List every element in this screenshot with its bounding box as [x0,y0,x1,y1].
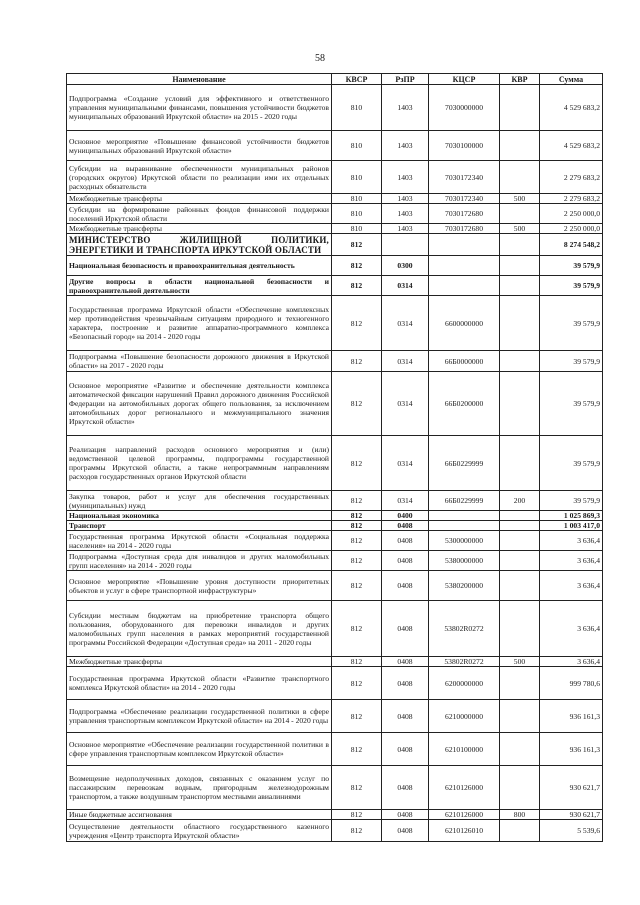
header-sum: Сумма [540,74,603,85]
row-kvr [500,372,540,436]
row-name: Государственная программа Иркутской области «Обеспечение комплексных мер противодействия чрезвычайным ситуациям природного и техногенного характера, построение и развитие аппаратно-программного комплекса «Безопасный город» на 2014 - 2020 годы [67,296,332,351]
row-rzpr: 0408 [382,531,429,551]
row-rzpr: 1403 [382,161,429,194]
table-row [67,531,603,551]
row-kvsr: 812 [332,436,382,491]
table-row [67,194,603,204]
table-row [67,521,603,531]
row-rzpr: 0314 [382,276,429,296]
row-rzpr: 0314 [382,351,429,372]
row-kvr: 500 [500,657,540,667]
row-kvsr: 810 [332,131,382,161]
row-sum: 39 579,9 [540,276,603,296]
row-rzpr: 1403 [382,131,429,161]
row-name: Подпрограмма «Доступная среда для инвалидов и других маломобильных групп населения» на 2014 - 2020 годы [67,551,332,571]
row-sum: 4 529 683,2 [540,131,603,161]
row-rzpr: 0314 [382,372,429,436]
row-kcsr: 6600000000 [429,296,500,351]
row-kvsr: 812 [332,733,382,766]
row-kcsr [429,276,500,296]
row-kvr [500,161,540,194]
row-kvr [500,521,540,531]
row-sum: 39 579,9 [540,256,603,276]
row-name: Национальная безопасность и правоохранительная деятельность [67,256,332,276]
row-name: Подпрограмма «Создание условий для эффективного и ответственного управления муниципальными финансами, повышения устойчивости бюджетов муниципальных образований Иркутской области» на 2015 - 2020 годы [67,85,332,131]
row-kvr [500,131,540,161]
row-sum: 3 636,4 [540,657,603,667]
row-kvr [500,511,540,521]
row-rzpr: 1403 [382,85,429,131]
row-kcsr: 6210126000 [429,810,500,820]
row-kvr [500,85,540,131]
row-rzpr: 0408 [382,571,429,601]
row-kcsr: 66Б0000000 [429,351,500,372]
header-kvsr: КВСР [332,74,382,85]
row-sum: 39 579,9 [540,351,603,372]
row-name: Закупка товаров, работ и услуг для обеспечения государственных (муниципальных) нужд [67,491,332,511]
row-name: МИНИСТЕРСТВО ЖИЛИЩНОЙ ПОЛИТИКИ, ЭНЕРГЕТИКИ И ТРАНСПОРТА ИРКУТСКОЙ ОБЛАСТИ [67,234,332,256]
row-name: Возмещение недополученных доходов, связанных с оказанием услуг по пассажирским перевозкам водным, пригородным железнодорожным транспортом, а также воздушным транспортом местными авиалиниями [67,766,332,810]
row-rzpr: 0408 [382,657,429,667]
row-rzpr: 0408 [382,810,429,820]
row-kvr [500,733,540,766]
row-kcsr: 6210000000 [429,700,500,733]
row-kvr: 800 [500,810,540,820]
row-kvr [500,700,540,733]
table-row [67,256,603,276]
table-row [67,131,603,161]
row-kvsr: 810 [332,224,382,234]
row-rzpr: 0408 [382,551,429,571]
header-name: Наименование [67,74,332,85]
row-rzpr: 0408 [382,766,429,810]
row-name: Подпрограмма «Повышение безопасности дорожного движения в Иркутской области» на 2017 - 2020 годы [67,351,332,372]
row-kvsr: 812 [332,351,382,372]
row-kvsr: 812 [332,372,382,436]
row-sum: 3 636,4 [540,531,603,551]
table-row [67,204,603,224]
row-kcsr: 7030172680 [429,204,500,224]
row-sum: 930 621,7 [540,810,603,820]
row-kvsr: 812 [332,234,382,256]
row-kvsr: 810 [332,194,382,204]
row-rzpr: 0314 [382,436,429,491]
table-row [67,234,603,256]
row-sum: 3 636,4 [540,571,603,601]
row-kvsr: 812 [332,571,382,601]
table-row [67,491,603,511]
row-rzpr: 0400 [382,511,429,521]
row-name: Другие вопросы в области национальной безопасности и правоохранительной деятельности [67,276,332,296]
row-rzpr: 0408 [382,733,429,766]
row-sum: 39 579,9 [540,372,603,436]
table-row [67,551,603,571]
row-kvsr: 812 [332,820,382,842]
row-kvsr: 812 [332,531,382,551]
row-rzpr: 1403 [382,194,429,204]
row-rzpr: 0408 [382,700,429,733]
row-rzpr: 1403 [382,204,429,224]
table-row [67,372,603,436]
table-body [67,85,603,842]
row-kcsr: 5380200000 [429,571,500,601]
table-header-row [67,74,603,85]
header-rzpr: РзПР [382,74,429,85]
row-kcsr: 6210100000 [429,733,500,766]
row-name: Основное мероприятие «Повышение уровня доступности приоритетных объектов и услуг в сфере транспортной инфраструктуры» [67,571,332,601]
row-kvsr: 812 [332,601,382,657]
table-row [67,667,603,700]
row-kcsr: 53802R0272 [429,657,500,667]
row-kvsr: 810 [332,85,382,131]
row-name: Межбюджетные трансферты [67,657,332,667]
row-name: Межбюджетные трансферты [67,224,332,234]
row-sum: 1 003 417,0 [540,521,603,531]
row-kcsr: 7030172680 [429,224,500,234]
row-sum: 936 161,3 [540,733,603,766]
table-row [67,161,603,194]
row-kvsr: 812 [332,766,382,810]
row-name: Субсидии местным бюджетам на приобретение транспорта общего пользования, оборудованного для перевозки инвалидов и других маломобильных групп населения в рамках мероприятий государственной программы Российской Федерации «Доступная среда» на 2011 - 2020 годы [67,601,332,657]
row-sum: 39 579,9 [540,491,603,511]
row-kvsr: 812 [332,657,382,667]
header-kcsr: КЦСР [429,74,500,85]
row-kvr [500,820,540,842]
row-name: Основное мероприятие «Развитие и обеспечение деятельности комплекса автоматической фиксации нарушений Правил дорожного движения Российской Федерации на автомобильных дорогах общего пользования, за исключением автомобильных дорог регионального и межмуниципального значения Иркутской области» [67,372,332,436]
row-kvsr: 812 [332,296,382,351]
row-kcsr: 6210126000 [429,766,500,810]
row-kvsr: 810 [332,204,382,224]
row-name: Основное мероприятие «Повышение финансовой устойчивости бюджетов муниципальных образований Иркутской области» [67,131,332,161]
row-sum: 999 780,6 [540,667,603,700]
row-name: Межбюджетные трансферты [67,194,332,204]
row-name: Реализация направлений расходов основного мероприятия и (или) ведомственной целевой программы, подпрограммы государственной программы Иркутской области, а также непрограммным направлениям расходов государственных органов Иркутской области [67,436,332,491]
table-row [67,601,603,657]
row-sum: 5 539,6 [540,820,603,842]
row-sum: 8 274 548,2 [540,234,603,256]
row-name: Субсидии на выравнивание обеспеченности муниципальных районов (городских округов) Иркутской области по реализации ими их отдельных расходных обязательств [67,161,332,194]
row-kcsr [429,521,500,531]
row-name: Осуществление деятельности областного государственного казенного учреждения «Центр транспорта Иркутской области» [67,820,332,842]
row-name: Субсидии на формирование районных фондов финансовой поддержки поселений Иркутской области [67,204,332,224]
row-sum: 936 161,3 [540,700,603,733]
row-kvr [500,601,540,657]
row-rzpr: 0408 [382,601,429,657]
row-kvr [500,296,540,351]
row-rzpr: 0314 [382,296,429,351]
row-kcsr [429,256,500,276]
row-kvsr: 812 [332,511,382,521]
row-sum: 2 279 683,2 [540,194,603,204]
table-row [67,296,603,351]
row-rzpr: 0300 [382,256,429,276]
row-kvr: 500 [500,224,540,234]
row-kvr [500,531,540,551]
row-rzpr: 0408 [382,521,429,531]
row-kcsr: 7030172340 [429,194,500,204]
table-row [67,224,603,234]
row-kvr [500,256,540,276]
row-kvsr: 812 [332,551,382,571]
table-row [67,657,603,667]
row-sum: 2 279 683,2 [540,161,603,194]
row-kcsr: 6200000000 [429,667,500,700]
row-sum: 3 636,4 [540,601,603,657]
row-sum: 39 579,9 [540,436,603,491]
row-kcsr: 6210126010 [429,820,500,842]
row-kcsr: 66Б0200000 [429,372,500,436]
row-kvr [500,766,540,810]
table-row [67,571,603,601]
row-kcsr: 7030172340 [429,161,500,194]
table-row [67,351,603,372]
table-row [67,700,603,733]
table-row [67,820,603,842]
row-sum: 2 250 000,0 [540,204,603,224]
row-name: Основное мероприятие «Обеспечение реализации государственной политики в сфере управления транспортным комплексом Иркутской области» [67,733,332,766]
row-name: Государственная программа Иркутской области «Социальная поддержка населения» на 2014 - 2020 годы [67,531,332,551]
row-kvsr: 812 [332,491,382,511]
row-kcsr: 66Б0229999 [429,436,500,491]
table-row [67,436,603,491]
row-kcsr: 66Б0229999 [429,491,500,511]
row-sum: 2 250 000,0 [540,224,603,234]
row-kvr [500,551,540,571]
row-sum: 4 529 683,2 [540,85,603,131]
row-sum: 3 636,4 [540,551,603,571]
row-kvsr: 810 [332,161,382,194]
row-kvr [500,571,540,601]
row-kvr [500,667,540,700]
row-name: Национальная экономика [67,511,332,521]
row-kcsr: 7030000000 [429,85,500,131]
row-name: Иные бюджетные ассигнования [67,810,332,820]
page-number: 58 [315,53,325,64]
budget-table [66,73,603,842]
row-rzpr: 1403 [382,224,429,234]
table-row [67,733,603,766]
table-row [67,85,603,131]
row-sum: 1 025 869,3 [540,511,603,521]
row-kvr [500,436,540,491]
row-kvr: 200 [500,491,540,511]
row-kvr [500,204,540,224]
row-name: Государственная программа Иркутской области «Развитие транспортного комплекса Иркутской области» на 2014 - 2020 годы [67,667,332,700]
row-kcsr: 7030100000 [429,131,500,161]
row-kvsr: 812 [332,700,382,733]
row-kvsr: 812 [332,256,382,276]
header-kvr: КВР [500,74,540,85]
table-row [67,810,603,820]
row-rzpr: 0408 [382,667,429,700]
table-row [67,511,603,521]
row-kvsr: 812 [332,810,382,820]
row-rzpr: 0408 [382,820,429,842]
row-kvsr: 812 [332,276,382,296]
row-kcsr [429,234,500,256]
row-rzpr [382,234,429,256]
row-kvr: 500 [500,194,540,204]
row-kvr [500,276,540,296]
table-row [67,276,603,296]
row-kcsr: 5380000000 [429,551,500,571]
row-kcsr: 5300000000 [429,531,500,551]
row-kcsr: 53802R0272 [429,601,500,657]
row-sum: 39 579,9 [540,296,603,351]
row-name: Подпрограмма «Обеспечение реализации государственной политики в сфере управления транспортным комплексом Иркутской области» на 2014 - 2020 годы [67,700,332,733]
row-kvsr: 812 [332,667,382,700]
row-sum: 930 621,7 [540,766,603,810]
row-rzpr: 0314 [382,491,429,511]
row-name: Транспорт [67,521,332,531]
row-kvsr: 812 [332,521,382,531]
table-row [67,766,603,810]
row-kcsr [429,511,500,521]
row-kvr [500,351,540,372]
row-kvr [500,234,540,256]
